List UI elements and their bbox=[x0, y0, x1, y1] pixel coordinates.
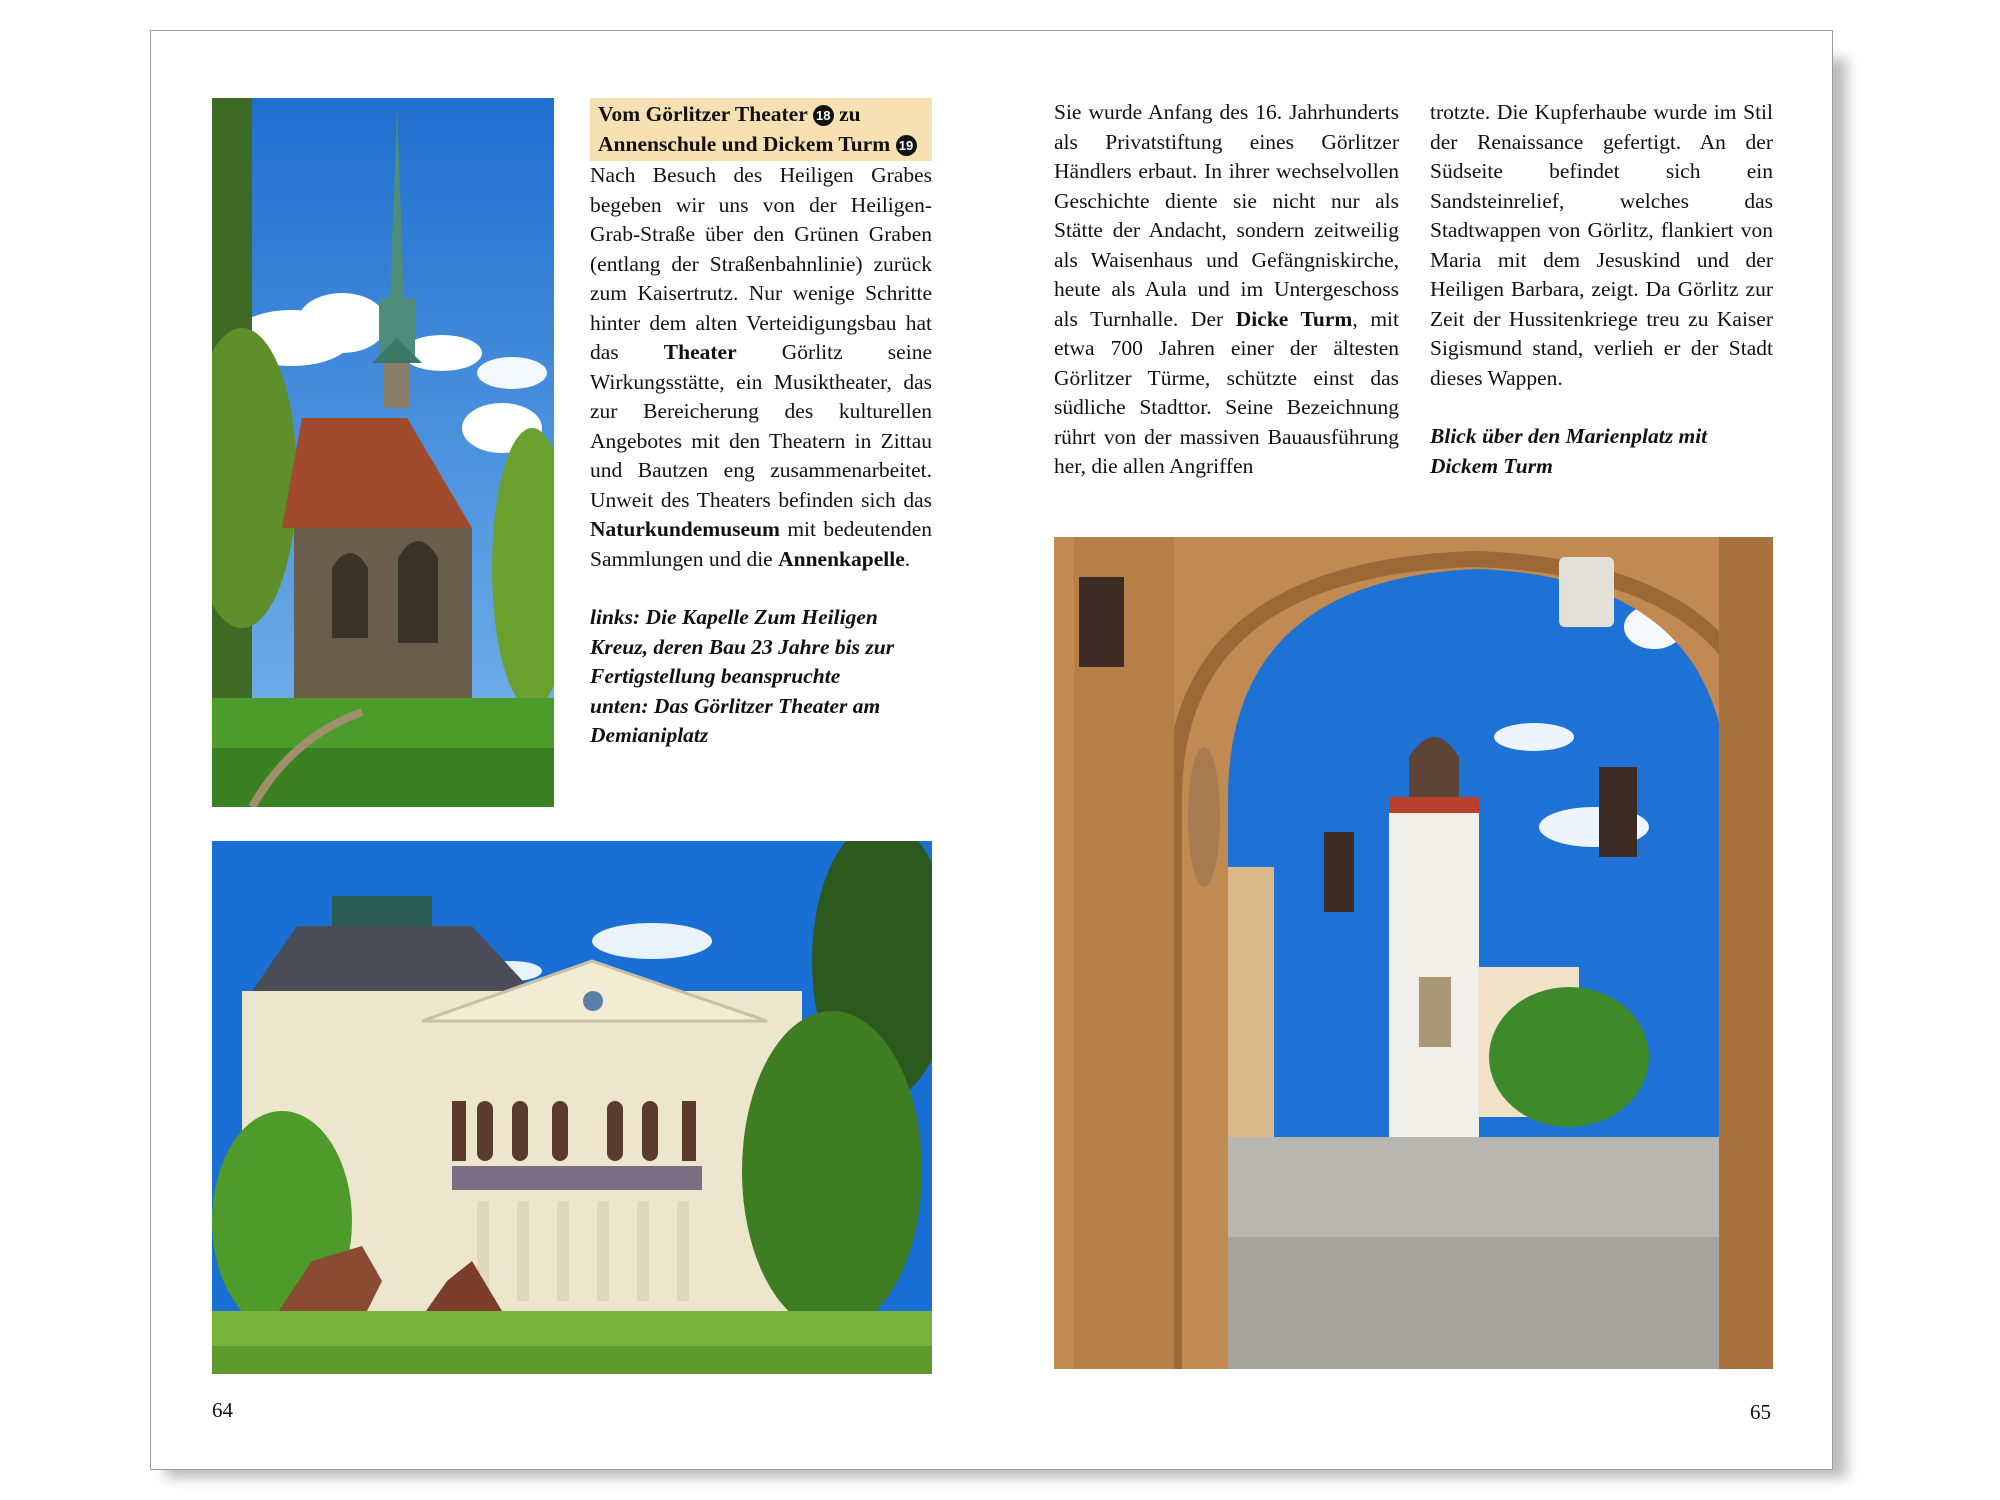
theater-photo bbox=[212, 841, 932, 1374]
marienplatz-photo bbox=[1054, 537, 1773, 1369]
heading-part3: Annenschule und Dickem Turm bbox=[598, 131, 891, 156]
body-text-2: Görlitz seine Wirkungsstätte, ein Musiktheater, das zur Bereicherung des kulturellen Angebotes mit den Theatern in Zittau und Bautzen eng zusammenarbeitet. Unweit des Theaters befinden sich das bbox=[590, 340, 932, 512]
marker-18: 18 bbox=[813, 105, 834, 126]
caption-bottom: unten: Das Görlitzer Theater am Demianiplatz bbox=[590, 693, 881, 747]
heading-part2: zu bbox=[839, 102, 861, 126]
right-text-column-1 bbox=[1054, 98, 1399, 482]
right-text-2: , mit etwa 700 Jahren einer der ältesten Görlitzer Türme, schützte einst das südliche Stadttor. Seine Bezeichnung rührt von der massiven Bauausführung her, die allen Angriffen bbox=[1054, 306, 1400, 478]
body-text-1: Nach Besuch des Heiligen Grabes begeben wir uns von der Heiligen-Grab-Straße über den Grünen Graben (entlang der Straßenbahnlinie) zurück zum Kaisertrutz. Nur wenige Schritte hinter dem alten Verteidigungsbau hat das bbox=[590, 163, 932, 364]
body-text-3: mit bedeutenden Sammlungen und die bbox=[590, 517, 932, 571]
page-number-left: 64 bbox=[212, 1398, 233, 1422]
left-text-column bbox=[590, 98, 932, 751]
term-dicke-turm: Dicke Turm bbox=[1235, 306, 1353, 331]
right-paragraph-1 bbox=[1054, 98, 1399, 482]
right-text-column-2 bbox=[1430, 98, 1773, 481]
term-theater: Theater bbox=[663, 340, 737, 364]
caption-right: Blick über den Marienplatz mit Dickem Turm bbox=[1430, 424, 1708, 478]
chapel-photo bbox=[212, 98, 554, 807]
body-paragraph bbox=[590, 161, 932, 574]
page-number-right: 65 bbox=[1750, 1400, 1771, 1424]
caption-left: links: Die Kapelle Zum Heiligen Kreuz, deren Bau 23 Jahre bis zur Fertigstellung beanspruchte bbox=[590, 605, 895, 688]
marker-19: 19 bbox=[896, 135, 917, 156]
term-naturkundemuseum: Naturkundemuseum bbox=[590, 517, 780, 541]
body-text-4: . bbox=[904, 546, 911, 571]
right-paragraph-2: trotzte. Die Kupferhaube wurde im Stil der Renaissance gefertigt. An der Südseite befindet sich ein Sandsteinrelief, welches das Stadtwappen von Görlitz, flankiert von Maria mit dem Jesuskind und der Heiligen Barbara, zeigt. Da Görlitz zur Zeit der Hussitenkriege treu zu Kaiser Sigismund stand, verlieh er der Stadt dieses Wappen. bbox=[1430, 100, 1773, 390]
term-annenkapelle: Annenkapelle bbox=[778, 546, 905, 571]
heading-part1: Vom Görlitzer Theater bbox=[598, 102, 808, 126]
section-heading bbox=[590, 98, 932, 161]
right-text-1: Sie wurde Anfang des 16. Jahrhunderts als Privatstiftung eines Görlitzer Händlers erbaut. In ihrer wechselvollen Geschichte diente sie nicht nur als Stätte der Andacht, sondern zeitweilig als Waisenhaus und Gefängniskirche, heute als Aula und im Untergeschoss als Turnhalle. Der bbox=[1054, 100, 1399, 331]
